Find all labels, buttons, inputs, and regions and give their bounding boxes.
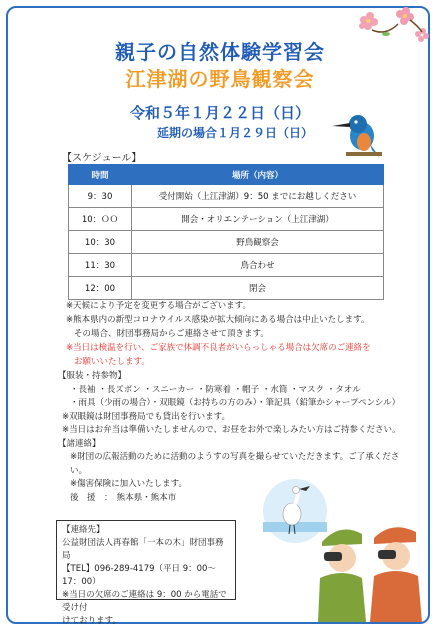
schedule-table [68, 164, 384, 300]
note-covid: ※熊本県内の新型コロナウイルス感染が拡大傾向にある場合は中止いたします。 [66, 315, 370, 325]
postpone-date: 延期の場合１月２９日（日） [156, 126, 313, 140]
table-row [69, 277, 384, 300]
column-header-content: 場所（内容） [132, 165, 384, 185]
note-health-check-cont: お願いいたします。 [74, 357, 150, 367]
table-row [69, 185, 384, 208]
notice-photo-cont: い。 [70, 465, 88, 476]
event-title: 江津湖の野鳥観察会 [125, 67, 315, 91]
row-time: 11：30 [69, 254, 132, 277]
belongings-list-2: ・雨具（少雨の場合）・双眼鏡（お持ちの方のみ）・筆記具（鉛筆かシャープペンシル） [70, 398, 401, 408]
contact-box [56, 520, 236, 626]
kingfisher-icon [326, 106, 386, 166]
row-time: 12：00 [69, 277, 132, 300]
row-content: 閉会 [132, 277, 384, 300]
notice-label: 【諸連絡】 [58, 438, 101, 449]
table-header-row [69, 165, 384, 185]
column-header-time: 時間 [69, 165, 132, 185]
table-row [69, 208, 384, 231]
row-time: 10：ＯＯ [69, 208, 132, 231]
page-title: 親子の自然体験学習会 [115, 40, 325, 64]
row-content: 受付開始（上江津湖）9：50 までにお越しください [132, 185, 384, 208]
row-time: 10：30 [69, 231, 132, 254]
notice-insurance: ※傷害保険に加入いたします。 [70, 479, 187, 489]
contact-org: 公益財団法人再春館「一本の木」財団事務局 [62, 538, 224, 561]
belongings-section [58, 370, 428, 505]
contact-label: 【連絡先】 [62, 525, 105, 535]
lunch-note: ※当日はお弁当は準備いたしませんので、お昼をお外で楽しみたい方はご持参ください。 [62, 425, 401, 435]
contact-note-cont: けております。 [62, 616, 121, 626]
contact-note: ※当日の欠席のご連絡は 9：00 から電話で受け付 [62, 590, 227, 613]
belongings-label: 【服装・持参物】 [58, 371, 127, 381]
schedule-notes [66, 299, 371, 369]
event-date: 令和５年１月２２日（日） [129, 104, 310, 122]
children-birdwatching-icon [300, 512, 430, 622]
note-health-check: ※当日は検温を行い、ご家族で体調不良者がいらっしゃる場合は欠席のご連絡を [66, 343, 371, 353]
binocular-note: ※双眼鏡は財団事務局でも貸出を行います。 [62, 411, 230, 422]
note-contact: その場合、財団事務局からご連絡させて頂きます。 [74, 329, 269, 339]
row-content: 鳥合わせ [132, 254, 384, 277]
belongings-list-1: ・長袖 ・長ズボン ・スニーカー ・防寒着 ・帽子 ・水筒 ・マスク ・タオル [70, 384, 361, 395]
note-weather: ※天候により予定を変更する場合がございます。 [66, 301, 251, 311]
support-line: 後 援 ： 熊本県・熊本市 [70, 492, 177, 503]
notice-photo: ※財団の広報活動のために活動のようすの写真を撮らせていただきます。ご了承くださ [70, 452, 400, 462]
table-row [69, 254, 384, 277]
row-content: 開会・オリエンテーション（上江津湖） [132, 208, 384, 231]
table-row [69, 231, 384, 254]
contact-tel: 【TEL】096-289-4179（平日 9：00～17：00） [62, 564, 216, 587]
row-content: 野鳥観察会 [132, 231, 384, 254]
schedule-label: 【スケジュール】 [62, 153, 142, 164]
row-time: 9：30 [69, 185, 132, 208]
